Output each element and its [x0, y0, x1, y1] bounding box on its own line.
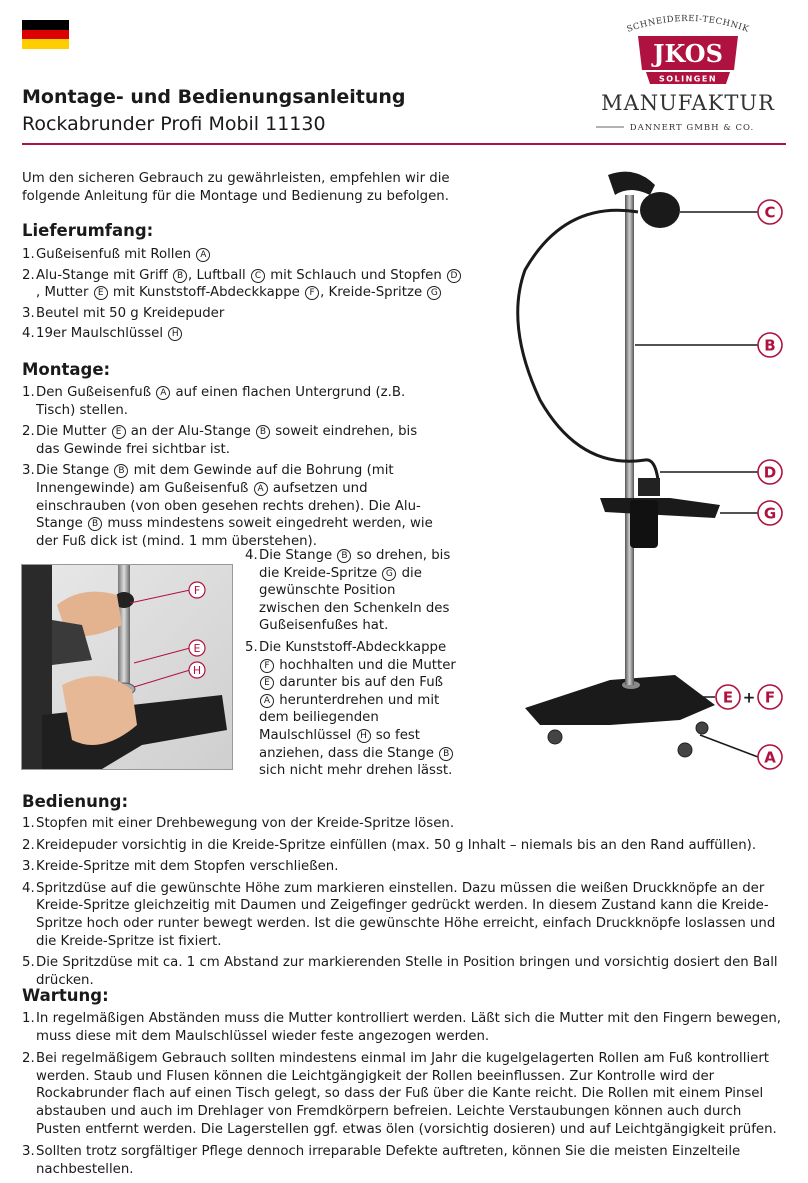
list-item-number: 5. [22, 955, 35, 971]
text-segment: Bei regelmäßigem Gebrauch sollten mindestens einmal im Jahr die kugelgelagerten Rollen am Fuß kontrolliert werden. Staub und Flusen können die Leichtgängigkeit der Rollen beeinflussen. Zur Kontrolle wird der Rockabrunder flach auf einen Tisch gelegt, so dass der Fuß über die Kante reicht. Die Rollen mit einem Pinsel abstauben und auch im Drehlager von Fremdkörpern befreien. Leichte Verstaubungen können auch durch Pusten entfernt werden. Die Lagerstellen ggf. etwas ölen (vorsichtig dosieren) und auf Leichtgängigkeit prüfen. [36, 1051, 777, 1137]
list-item-text [36, 462, 442, 550]
product-label-d: D [763, 463, 777, 482]
text-segment: soweit eindrehen, bis das Gewinde frei sichtbar ist. [36, 424, 418, 457]
product-label-b: B [764, 336, 776, 355]
list-item [22, 815, 790, 833]
list-item-number: 1. [22, 816, 35, 831]
heading-wartung: Wartung: [22, 986, 109, 1005]
text-segment: die gewünschte Position zwischen den Schenkeln des Gußeisenfußes hat. [259, 565, 450, 634]
list-item-text [36, 880, 790, 950]
text-segment: Gußeisenfuß mit Rollen [36, 247, 192, 262]
list-item-number: 3. [22, 463, 35, 479]
company-logo [588, 14, 788, 134]
text-segment: Die Stange [259, 548, 333, 563]
text-segment: herunterdrehen und mit dem beiliegenden Maulschlüssel [259, 692, 440, 743]
text-segment: mit dem Gewinde auf die Bohrung (mit Innengewinde) am Gußeisenfuß [36, 463, 394, 496]
logo-top-text: SCHNEIDEREI-TECHNIK [625, 14, 751, 35]
list-item-text [36, 1050, 790, 1138]
list-item-number: 1. [22, 247, 35, 262]
list-item-text [36, 267, 462, 302]
list-bedienung [22, 815, 790, 993]
text-segment: aufsetzen und einschrauben (von oben gesehen rechts drehen). Die Alu-Stange [36, 480, 421, 532]
list-item [22, 837, 790, 855]
list-item-number: 2. [22, 837, 35, 853]
logo-name: MANUFAKTUR [601, 91, 775, 115]
list-item [22, 1143, 790, 1178]
list-item [245, 639, 460, 780]
part-marker: B [337, 549, 351, 563]
list-item-number: 4. [22, 326, 35, 342]
list-item-text [36, 858, 790, 876]
text-segment: , Mutter [36, 285, 89, 301]
part-marker: A [196, 248, 210, 262]
list-item [22, 462, 442, 550]
photo-label-h: H [192, 664, 202, 677]
logo-company: DANNERT GMBH & CO. [629, 123, 755, 133]
logo-city: SOLINGEN [658, 74, 718, 84]
list-item [22, 325, 462, 343]
part-marker: G [382, 567, 396, 581]
list-item-text [36, 815, 790, 833]
list-item-number: 4. [22, 880, 35, 896]
list-item-number: 2. [22, 1051, 35, 1067]
text-segment: Die Kunststoff-Abdeckkappe [259, 639, 447, 655]
part-marker: B [173, 269, 187, 283]
text-segment: auf einen flachen Untergrund (z.B. Tisch) stellen. [36, 385, 406, 418]
product-illustration [480, 160, 790, 780]
heading-bedienung: Bedienung: [22, 792, 129, 811]
part-marker: C [251, 269, 265, 283]
list-item [22, 423, 442, 458]
text-segment: , Luftball [188, 267, 246, 283]
part-marker: B [88, 517, 102, 531]
list-item [22, 267, 462, 302]
logo-brand: JKOS [653, 39, 723, 68]
flag-stripe-gold [22, 39, 69, 49]
list-item [22, 880, 790, 950]
list-item-number: 1. [22, 1011, 35, 1026]
list-item [22, 246, 462, 264]
page-subtitle: Rockabrunder Profi Mobil 11130 [22, 113, 326, 135]
list-item [22, 384, 442, 419]
list-item-text [36, 1143, 790, 1178]
list-item-number: 1. [22, 385, 35, 400]
text-segment: Beutel mit 50 g Kreidepuder [36, 305, 225, 321]
text-segment: Sollten trotz sorgfältiger Pflege dennoch irreparable Defekte auftreten, können Sie die meisten Einzelteile nachbestellen. [36, 1144, 741, 1177]
list-item [22, 305, 462, 323]
text-segment: mit Schlauch und Stopfen [265, 267, 442, 283]
list-lieferumfang [22, 246, 462, 346]
list-item-text [36, 1010, 790, 1045]
part-marker: E [94, 286, 108, 300]
list-item-number: 5. [245, 639, 258, 655]
text-segment: Kreidepuder vorsichtig in die Kreide-Spritze einfüllen (max. 50 g Inhalt – niemals bis an den Rand auffüllen). [36, 837, 757, 853]
list-montage-2 [245, 547, 460, 784]
assembly-photo [21, 564, 233, 770]
heading-lieferumfang: Lieferumfang: [22, 221, 154, 240]
list-item [22, 858, 790, 876]
list-item-number: 2. [22, 424, 35, 440]
product-label-plus: + [742, 688, 756, 707]
list-item-number: 4. [245, 548, 258, 563]
list-item-text [36, 305, 462, 323]
list-item-text [36, 423, 442, 458]
list-item-number: 3. [22, 305, 35, 321]
flag-stripe-black [22, 20, 69, 30]
list-item-text [259, 639, 460, 780]
heading-montage: Montage: [22, 360, 111, 379]
part-marker: F [305, 286, 319, 300]
text-segment: muss mindestens soweit eingedreht werden, wie der Fuß dick ist (mind. 1 mm überstehen). [36, 516, 433, 549]
part-marker: B [439, 747, 453, 761]
part-marker: D [447, 269, 461, 283]
list-item-text [36, 954, 790, 989]
part-marker: G [427, 286, 441, 300]
part-marker: A [254, 482, 268, 496]
list-item-text [36, 837, 790, 855]
list-montage-1 [22, 384, 442, 554]
list-item [22, 1050, 790, 1138]
text-segment: hochhalten und die Mutter [275, 657, 456, 673]
part-marker: F [260, 659, 274, 673]
product-label-f: F [764, 688, 776, 707]
list-wartung [22, 1010, 790, 1183]
text-segment: , Kreide-Spritze [320, 285, 423, 301]
text-segment: mit Kunststoff-Abdeckkappe [108, 285, 300, 301]
text-segment: an der Alu-Stange [126, 424, 251, 440]
part-marker: H [168, 327, 182, 341]
text-segment: so fest anziehen, dass die Stange [259, 727, 434, 761]
photo-label-f: F [193, 584, 201, 597]
page-title: Montage- und Bedienungsanleitung [22, 86, 406, 108]
list-item [22, 954, 790, 989]
title-divider [22, 143, 786, 145]
list-item [22, 1010, 790, 1045]
product-label-c: C [764, 203, 776, 222]
list-item [245, 547, 460, 635]
product-label-e: E [722, 688, 734, 707]
logo-graphic [588, 14, 788, 134]
text-segment: so drehen, bis die Kreide-Spritze [259, 548, 451, 581]
list-item-text [36, 384, 442, 419]
part-marker: E [260, 676, 274, 690]
text-segment: sich nicht mehr drehen lässt. [259, 763, 453, 779]
product-label-a: A [764, 748, 776, 767]
text-segment: In regelmäßigen Abständen muss die Mutter kontrolliert werden. Läßt sich die Mutter mit den Fingern bewegen, muss diese mit dem Maulschlüssel wieder feste angezogen werden. [36, 1011, 782, 1044]
text-segment: Die Mutter [36, 424, 107, 440]
product-label-g: G [763, 504, 777, 523]
part-marker: A [156, 386, 170, 400]
text-segment: Die Spritzdüse mit ca. 1 cm Abstand zur markierenden Stelle in Position bringen und vorsichtig dosiert den Ball drücken. [36, 955, 778, 988]
text-segment: 19er Maulschlüssel [36, 326, 164, 342]
list-item-number: 3. [22, 1144, 35, 1160]
text-segment: Die Stange [36, 463, 110, 479]
list-item-number: 3. [22, 859, 35, 875]
text-segment: Den Gußeisenfuß [36, 385, 152, 400]
part-marker: E [112, 425, 126, 439]
text-segment: Alu-Stange mit Griff [36, 267, 168, 283]
text-segment: darunter bis auf den Fuß [275, 675, 443, 691]
text-segment: Kreide-Spritze mit dem Stopfen verschließen. [36, 859, 339, 875]
german-flag-icon [22, 20, 69, 49]
intro-text: Um den sicheren Gebrauch zu gewährleisten, empfehlen wir die folgende Anleitung für die Montage und Bedienung zu befolgen. [22, 171, 450, 204]
list-item-number: 2. [22, 267, 35, 283]
list-item-text [36, 325, 462, 343]
photo-label-e: E [193, 642, 201, 655]
part-marker: B [114, 464, 128, 478]
part-marker: A [260, 694, 274, 708]
flag-stripe-red [22, 30, 69, 40]
text-segment: Stopfen mit einer Drehbewegung von der Kreide-Spritze lösen. [36, 816, 455, 831]
list-item-text [259, 547, 460, 635]
part-marker: B [256, 425, 270, 439]
text-segment: Spritzdüse auf die gewünschte Höhe zum markieren einstellen. Dazu müssen die weißen Druckknöpfe an der Kreide-Spritze gleichzeitig mit Daumen und Zeigefinger gedrückt werden. In diesem Zustand kann die Kreide-Spritze hoch oder runter bewegt werden. Ist die gewünschte Höhe erreicht, einfach Druckknöpfe loslassen und die Kreide-Spritze ist fixiert. [36, 880, 776, 949]
list-item-text [36, 246, 462, 264]
part-marker: H [357, 729, 371, 743]
svg-text:SCHNEIDEREI-TECHNIK [626, 14, 751, 35]
